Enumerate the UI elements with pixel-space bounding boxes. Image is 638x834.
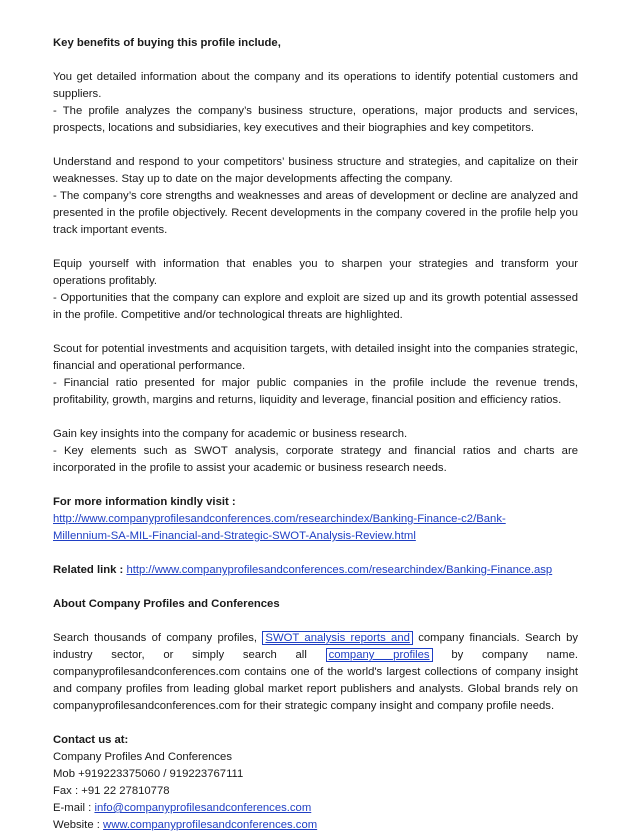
- benefit-2-detail: - The company’s core strengths and weaknesses and areas of development or decline are analyzed and presented in the profile objectively. Recent developments in the company covered in the profile help you track important events.: [53, 190, 578, 236]
- document-page: [53, 35, 578, 834]
- contact-fax: Fax : +91 22 27810778: [53, 785, 170, 797]
- benefit-3-detail: - Opportunities that the company can explore and exploit are sized up and its growth potential assessed in the profile. Competitive and/or technological threats are highlighted.: [53, 292, 578, 321]
- benefit-2-text: Understand and respond to your competitors’ business structure and strategies, and capitalize on their weaknesses. Stay up to date on the major developments affecting the company.: [53, 156, 578, 185]
- contact-website-label: Website :: [53, 819, 100, 831]
- about-text-3: by company name. companyprofilesandconferences.com contains one of the world's largest collections of company insight and company profiles from leading global market report publishers and analysts. Global brands rely on companyprofilesandconferences.com for their strategic company insight and company profile needs.: [53, 649, 579, 712]
- benefit-5-text: Gain key insights into the company for academic or business research.: [53, 428, 408, 440]
- company-profiles-link[interactable]: company profiles: [326, 648, 433, 662]
- more-info-label: For more information kindly visit :: [53, 496, 236, 508]
- about-text-1: Search thousands of company profiles,: [53, 632, 258, 644]
- benefit-1-text: You get detailed information about the company and its operations to identify potential customers and suppliers.: [53, 71, 578, 100]
- more-info-link-line-1[interactable]: http://www.companyprofilesandconferences.com/researchindex/Banking-Finance-c2/Bank-: [53, 513, 506, 525]
- swot-reports-link[interactable]: SWOT analysis reports and: [262, 631, 413, 645]
- contact-website-link[interactable]: www.companyprofilesandconferences.com: [103, 819, 318, 831]
- contact-email-label: E-mail :: [53, 802, 92, 814]
- related-link-label: Related link :: [53, 564, 124, 576]
- benefit-1-detail: - The profile analyzes the company’s business structure, operations, major products and services, prospects, locations and subsidiaries, key executives and their biographies and key competitors.: [53, 105, 578, 134]
- about-paragraph: [53, 630, 578, 715]
- contact-heading: Contact us at:: [53, 734, 129, 746]
- more-info-link-block: [53, 511, 578, 545]
- more-info-link-line-2[interactable]: Millennium-SA-MIL-Financial-and-Strategic-SWOT-Analysis-Review.html: [53, 530, 416, 542]
- about-heading: About Company Profiles and Conferences: [53, 598, 280, 610]
- benefits-heading: Key benefits of buying this profile include,: [53, 37, 281, 49]
- related-link[interactable]: http://www.companyprofilesandconferences.com/researchindex/Banking-Finance.asp: [126, 564, 553, 576]
- benefit-3-text: Equip yourself with information that enables you to sharpen your strategies and transform your operations profitably.: [53, 258, 578, 287]
- contact-email-row: [53, 800, 578, 817]
- benefit-4-text: Scout for potential investments and acquisition targets, with detailed insight into the companies strategic, financial and operational performance.: [53, 343, 578, 372]
- contact-email-link[interactable]: info@companyprofilesandconferences.com: [94, 802, 312, 814]
- about-text-2: company financials. Search by industry sector, or simply search all: [53, 632, 579, 661]
- contact-company: Company Profiles And Conferences: [53, 751, 232, 763]
- benefit-5-detail: - Key elements such as SWOT analysis, corporate strategy and financial ratios and charts are incorporated in the profile to assist your academic or business research needs.: [53, 445, 578, 474]
- benefit-4-detail: - Financial ratio presented for major public companies in the profile include the revenue trends, profitability, growth, margins and returns, liquidity and leverage, financial position and efficiency ratios.: [53, 377, 578, 406]
- related-link-row: [53, 562, 578, 579]
- contact-mob: Mob +919223375060 / 919223767111: [53, 768, 244, 780]
